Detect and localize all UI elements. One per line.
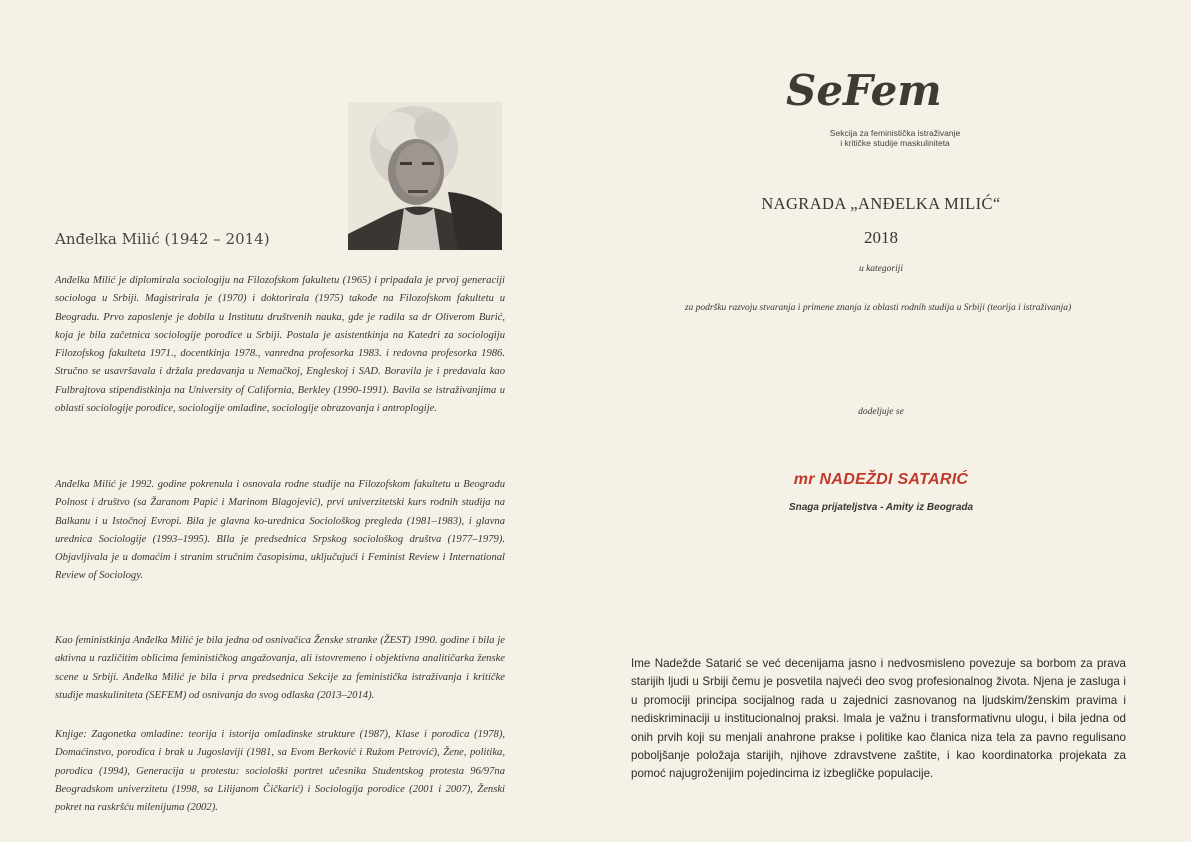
recipient-organization: Snaga prijateljstva - Amity iz Beograda xyxy=(788,502,974,513)
logo-subtitle-line-1: Sekcija za feministička istraživanje xyxy=(829,128,961,138)
recipient-name: mr NADEŽDI SATARIĆ xyxy=(793,471,969,488)
biography-paragraph: Kao feministkinja Anđelka Milić je bila jedna od osnivačica Ženske stranke (ŽEST) 1990. godine i bila je aktivna u različitim oblicima feminističkog angažovanja, ali istovremeno i objektivna analitičarka ženske scene u Srbiji. Anđelka Milić je bila i prva predsednica Sekcije za feministička istraživanja i kritičke studije maskuliniteta (SEFEM) od osnivanja do svog odlaska (2013–2014). xyxy=(55,635,505,701)
biography-paragraph: Anđelka Milić je diplomirala sociologiju na Filozofskom fakultetu (1965) i pripadala je prvoj generaciji sociologa u Srbiji. Magistrirala je (1970) i doktorirala (1975) takođe na Filozofskom fakultetu u Beogradu. Prvo zaposlenje je dobila u Institutu društvenih nauka, gde je radila sa dr Oliverom Burić, koja je bila začetnica sociologije porodice u Srbiji. Postala je asistentkinja na Katedri za sociologiju Filozofskog fakulteta 1971., docentkinja 1978., vanredna profesorka 1983. i redovna profesorka 1986. Stručno se usavršavala i držala predavanja u Nemačkoj, Engleskoj i SAD. Boravila je i predavala kao Fulbrajtova stipendistkinja na University of California, Berkley (1990-1991). Bavila se istraživanjima u oblasti sociologije porodice, sociologije omladine, sociologije obrazovanja i antroplogije. xyxy=(55,275,505,415)
award-year: 2018 xyxy=(864,228,898,247)
books-paragraph: Knjige: Zagonetka omladine: teorija i istorija omladinske strukture (1987), Klase i porodica (1978), Domaćinstvo, porodica i brak u Jugoslaviji (1981, sa Evom Berković i Ružom Petrović), Žene, politika, porodica (1994), Generacija u protestu: sociološki portret učesnika Studentskog protesta 96/97na Beogradskom univerzitetu (1998, sa Lilijanom Čičkarić) i Sociologija porodice (2001 i 2007), Ženski pokret na raskršću milenijuma (2002). xyxy=(55,729,505,814)
portrait-image xyxy=(348,102,502,250)
biography-paragraph: Anđelka Milić je 1992. godine pokrenula i osnovala rodne studije na Filozofskom fakultetu u Beogradu Polnost i društvo (sa Žaranom Papić i Marinom Blagojević), prvi univerzitetski kurs rodnih studija na Balkanu i u Istočnoj Evropi. Bila je glavna ko-urednica Sociološkog pregleda (1981–1983), i glavna urednica Sociologije (1993–1995). BIla je predsednica Srpskog sociološkog društva (1977–1979). Objavljivala je u domaćim i stranim stručnim časopisima, uključujući i Feminist Review i International Review of Sociology. xyxy=(55,479,505,582)
award-citation: Ime Nadežde Satarić se već decenijama jasno i nedvosmisleno povezuje sa borbom za prava starijih ljudi u Srbiji čemu je posvetila najveći deo svog profesionalnog života. Njena je zasluga i u promociji principa socijalnog rada u zajednici zasnovanog na ljudskim/ženskim pravima i nediskriminaciji u institucionalnoj praksi. Imala je važnu i transformativnu ulogu, i bila jedna od onih prvih koji su menjali anahrone prakse i politike kao članica niza tela za pavno regulisano poboljšanje položaja starijih, njihove zdravstvene zaštite, i kao koordinatorka projekata za pomoć najugroženijim pojedincima iz izbegličke populacije. xyxy=(631,657,1126,781)
awarded-to-label: dodeljuje se xyxy=(858,407,904,417)
logo-wordmark: SeFem xyxy=(786,66,942,115)
category-description: za podršku razvoju stvaranja i primene znanja iz oblasti rodnih studija u Srbiji (teorija i istraživanja) xyxy=(684,303,1072,313)
logo-subtitle-line-2: i kritičke studije maskuliniteta xyxy=(840,138,950,148)
award-title: NAGRADA „ANĐELKA MILIĆ“ xyxy=(761,194,1001,213)
sefem-logo xyxy=(786,66,986,156)
person-name-heading: Anđelka Milić (1942 – 2014) xyxy=(55,230,270,248)
logo-subtitle xyxy=(810,128,980,148)
category-label: u kategoriji xyxy=(858,264,904,274)
portrait-photo xyxy=(348,102,502,250)
